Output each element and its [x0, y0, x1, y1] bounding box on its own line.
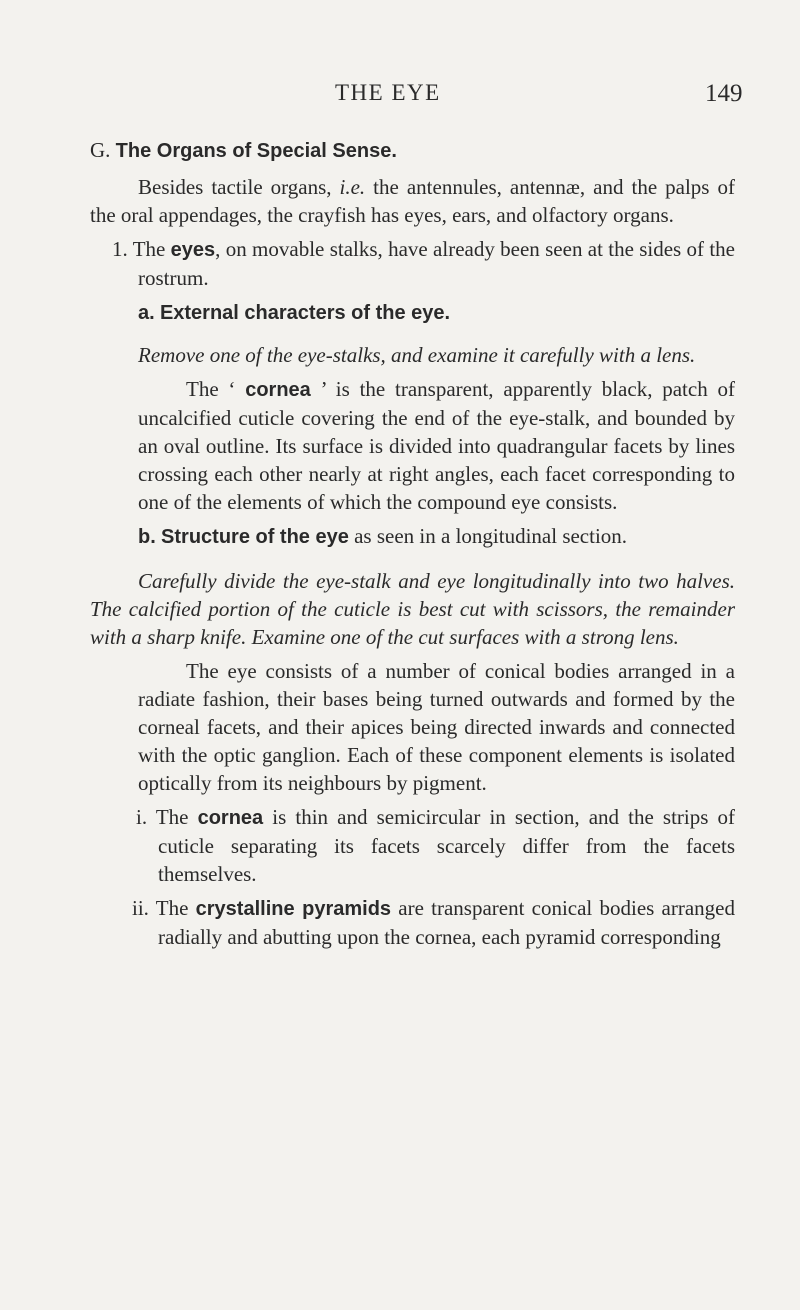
item-ii-crystalline-pyramids: ii. The crystalline pyramids are transparent conical bodies arranged radially and abutting upon the cornea, each pyramid corresponding	[132, 896, 735, 949]
page-number: 149	[705, 80, 743, 107]
subheading-a-title: External characters of the eye.	[159, 302, 451, 324]
subheading-a: a. External characters of the eye.	[138, 302, 451, 324]
page-header	[0, 80, 800, 116]
item-i-cornea: i. The cornea is thin and semicircular in section, and the strips of cuticle separating its facets scarcely differ from the facets themselves.	[136, 805, 735, 886]
section-heading	[90, 136, 735, 165]
term-crystalline-pyramids: crystalline pyramids	[195, 898, 392, 920]
section-title: The Organs of Special Sense.	[115, 140, 397, 162]
section-letter: G.	[90, 138, 111, 162]
item-eyes: 1. The eyes, on movable stalks, have already been seen at the sides of the rostrum.	[112, 237, 735, 290]
page-body	[90, 136, 735, 957]
term-cornea-2: cornea	[197, 807, 264, 829]
subheading-b: b. Structure of the eye as seen in a longitudinal section.	[138, 524, 628, 548]
subheading-b-title: Structure of the eye	[161, 526, 349, 548]
instruction-remove-eye-stalk: Remove one of the eye-stalks, and examine it carefully with a lens.	[138, 343, 696, 367]
structure-paragraph: The eye consists of a number of conical bodies arranged in a radiate fashion, their bases being turned outwards and formed by the corneal facets, and their apices being directed inwards and connected with the optic ganglion. Each of these component elements is isolated optically from its neighbours by pigment.	[138, 659, 735, 795]
instruction-divide-eye: Carefully divide the eye-stalk and eye longitudinally into two halves. The calcified portion of the cuticle is best cut with scissors, the remainder with a sharp knife. Examine one of the cut surfaces with a strong lens.	[90, 569, 735, 649]
term-cornea: cornea	[245, 379, 311, 401]
cornea-paragraph: The ‘ cornea ’ is the transparent, apparently black, patch of uncalcified cuticle covering the end of the eye-stalk, and bounded by an oval outline. Its surface is divided into quadrangular facets by lines crossing each other nearly at right angles, each facet corresponding to one of the elements of which the compound eye consists.	[138, 377, 735, 514]
term-eyes: eyes	[170, 239, 216, 261]
intro-paragraph: Besides tactile organs, i.e. the antennules, antennæ, and the palps of the oral appendages, the crayfish has eyes, ears, and olfactory organs.	[90, 175, 735, 227]
running-title: THE EYE	[335, 80, 441, 105]
